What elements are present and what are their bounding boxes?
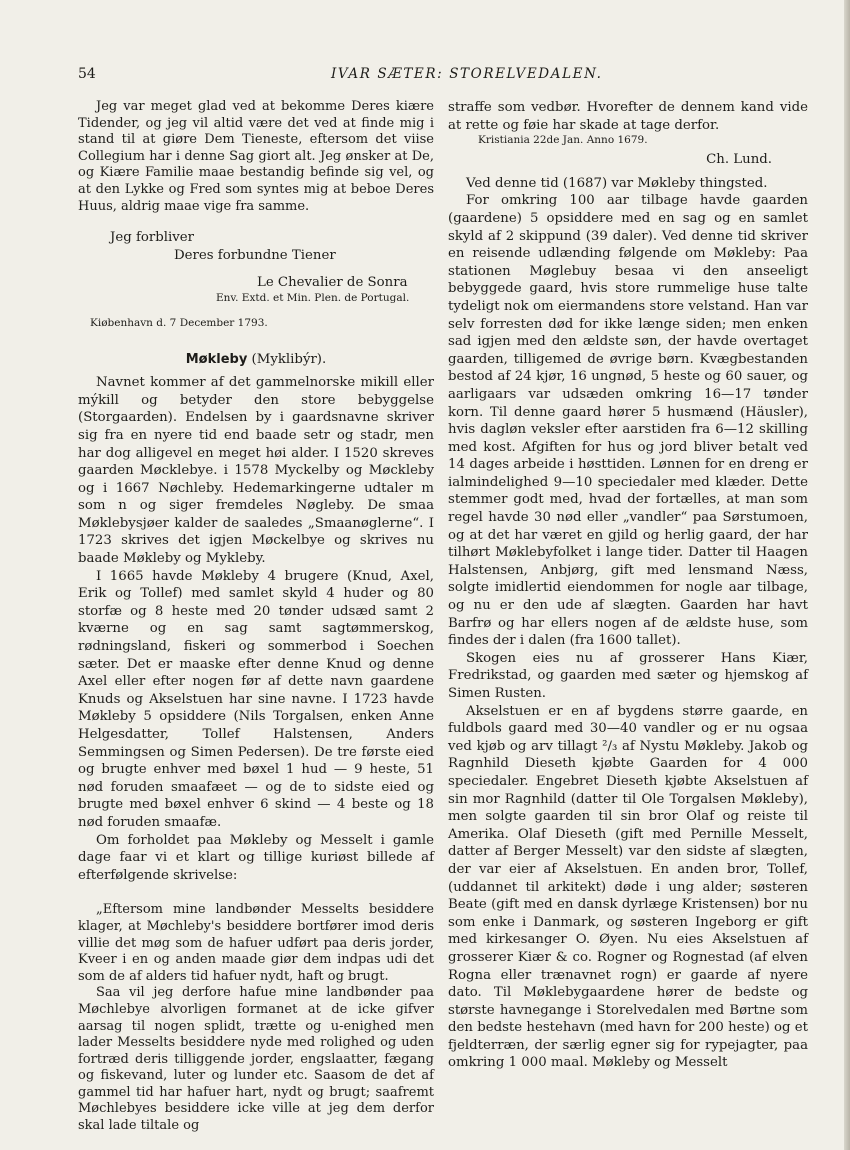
quote-paragraph: „Eftersom mine landbønder Messelts besiddere klager, at Møchleby's besiddere bortfører imod deris villie det møg som de hafuer udført paa deris jorder, Kveer i en og anden maade giør dem indpas udi det som de af alders tid hafuer nydt, haft og brugt. — [78, 902, 434, 984]
paragraph: Navnet kommer af det gammelnorske mikill eller mýkill og betyder den store bebyggelse (Storgaarden). Endelsen by i gaardsnavne skriver sig fra en nyere tid end baade setr og stadr, men har dog alligevel en meget høi alder. I 1520 skreves gaarden Møcklebye. i 1578 Myckelby og Møckleby og i 1667 Nøchleby. Hedemarkingerne udtaler m som n og siger fremdeles Nøgleby. De smaa Møklebysjøer kalder de saaledes „Smaanøglerne“. I 1723 skrives det igjen Møckelbye og skrives nu baade Møkleby og Mykleby. — [78, 375, 434, 567]
section-heading — [78, 351, 434, 369]
running-title: IVAR SÆTER: STORELVEDALEN. — [331, 66, 603, 82]
paragraph: I 1665 havde Møkleby 4 brugere (Knud, Axel, Erik og Tollef) med samlet skyld 4 huder og 80 storfæ og 8 heste med 20 tønder udsæd samt 2 kværne og en sag samt sagtømmerskog, rødningsland, fiskeri og sommerbod i Soechen sæter. Det er maaske efter denne Knud og denne Axel eller efter nogen før af dette navn gaardene Knuds og Akselstuen har sine navne. I 1723 havde Møkleby 5 opsiddere (Nils Torgalsen, enken Anne Helgesdatter, Tollef Halstensen, Anders Semmingsen og Simen Pedersen). De tre første eied og brugte enhver med bøxel 1 hud — 9 heste, 51 nød foruden smaafæet — og de to sidste eied og brugte med bøxel enhver 6 skind — 4 beste og 18 nød foruden smaafæ. — [78, 568, 434, 830]
paragraph: Ved denne tid (1687) var Møkleby thingsted. — [466, 175, 768, 191]
section-title: Møkleby — [185, 351, 248, 367]
section-subtitle: (Myklibýr). — [247, 351, 327, 367]
left-column — [78, 99, 434, 1135]
page-header — [78, 66, 808, 86]
page-number: 54 — [78, 66, 96, 82]
letter-signer-name: Le Chevalier de Sonra — [257, 275, 408, 291]
letter-closing-1: Jeg forbliver — [110, 230, 194, 246]
letter-paragraph: Jeg var meget glad ved at bekomme Deres kiære Tidender, og jeg vil altid være det ved at finde mig i stand til at giøre Dem Tieneste, eftersom det viise Collegium har i denne Sag giort alt. Jeg ønsker at De, og Kiære Familie maae bestandig befinde sig vel, og at den Lykke og Fred som syntes mig at beboe Deres Huus, aldrig maae vige fra samme. — [78, 99, 434, 214]
paragraph: Akselstuen er en af bygdens større gaarde, en fuldbols gaard med 30—40 vandler og er nu ogsaa ved kjøb og arv tillagt ²/₃ af Nystu Møkleby. Jakob og Ragnhild Dieseth kjøbte Gaarden for 4 000 speciedaler. Engebret Dieseth kjøbte Akselstuen af sin mor Ragnhild (datter til Ole Torgalsen Møkleby), men solgte gaarden til sin bror Olaf og reiste til Amerika. Olaf Dieseth (gift med Pernille Messelt, datter af Berger Messelt) var den sidste af slægten, der var eier af Akselstuen. En anden bror, Tollef, (uddannet til arkitekt) døde i ung alder; søsteren Beate (gift med en dansk dyrlæge Kristensen) bor nu som enke i Danmark, og søsteren Ingeborg er gift med kirkesanger O. Øyen. Nu eies Akselstuen af grosserer Kiær & co. Rogner og Rognestad (af elven Rogna eller trænavnet rogn) er gaarde af nyere dato. Til Møklebygaardene hører de bedste og største havnegange i Storelvedalen med Børtne som den bedste hestehavn (med havn for 200 heste) og et fjeldterræn, der særlig egner sig for rypejagter, paa omkring 1 000 maal. Møkleby og Messelt — [448, 703, 808, 1071]
quote-paragraph: Saa vil jeg derfore hafue mine landbønder paa Møchlebye alvorligen formanet at de icke gifver aarsag til nogen splidt, trætte og u-enighed men lader Messelts besiddere nyde med rolighed og uden fortræd deris tilliggende jorder, engslaatter, fægang og fiskevand, luter og lunder etc. Saasom de det af gammel tid har hafuer hart, nydt og brugt; saafremt Møchlebyes besiddere icke ville at jeg dem derfor skal lade tiltale og — [78, 985, 434, 1134]
letter-date: Kiøbenhavn d. 7 December 1793. — [90, 316, 268, 329]
paragraph: Skogen eies nu af grosserer Hans Kiær, Fredrikstad, og gaarden med sæter og hjemskog af Simen Rusten. — [448, 650, 808, 701]
paragraph: For omkring 100 aar tilbage havde gaarden (gaardene) 5 opsiddere med en sag og en samlet skyld af 2 skippund (39 daler). Ved denne tid skriver en reisende udlænding følgende om Møkleby: Paa stationen Møglebuy besaa vi den anseeligt bebyggede gaard, hvis store rummelige huse talte tydeligt nok om eiermandens store velstand. Han var selv forresten død for ikke længe siden; men enken sad igjen med den ældste søn, der havde overtaget gaarden, tilligemed de øvrige børn. Kvægbestanden bestod af 24 kjør, 16 ungnød, 5 heste og 60 sauer, og aarligaars var udsæden omkring 16—17 tønder korn. Til denne gaard hører 5 husmænd (Häusler), hvis dagløn veksler efter aarstiden fra 6—12 skilling med kost. Afgiften for hus og jord bliver betalt ved 14 dages arbeide i høsttiden. Lønnen for en dreng er ialmindelighed 9—10 speciedaler med klæder. Dette stemmer godt med, hvad der fortælles, at man som regel havde 30 nød eller „vandler“ paa Sørstumoen, og at det har været en gjild og herlig gaard, der har tilhørt Møklebyfolket i lange tider. Datter til Haagen Halstensen, Anbjørg, gift med lensmand Næss, solgte imidlertid eiendommen for nogle aar tilbage, og nu er den ude af slægten. Gaarden har havt Barfrø og har ellers nogen af de ældste huse, som findes der i dalen (fra 1600 tallet). — [448, 193, 808, 649]
letter-closing-2: Deres forbundne Tiener — [174, 247, 336, 263]
quote-continuation: straffe som vedbør. Hvorefter de dennem kand vide at rette og føie har skade at tage derfor. — [448, 100, 808, 133]
page-edge — [844, 0, 850, 1150]
quote-date: Kristiania 22de Jan. Anno 1679. — [478, 134, 648, 147]
paragraph: Om forholdet paa Møkleby og Messelt i gamle dage faar vi et klart og tillige kuriøst billede af efterfølgende skrivelse: — [78, 832, 434, 883]
letter-signer-title: Env. Extd. et Min. Plen. de Portugal. — [216, 291, 410, 304]
quote-signer: Ch. Lund. — [706, 152, 772, 168]
right-column — [448, 99, 808, 1072]
